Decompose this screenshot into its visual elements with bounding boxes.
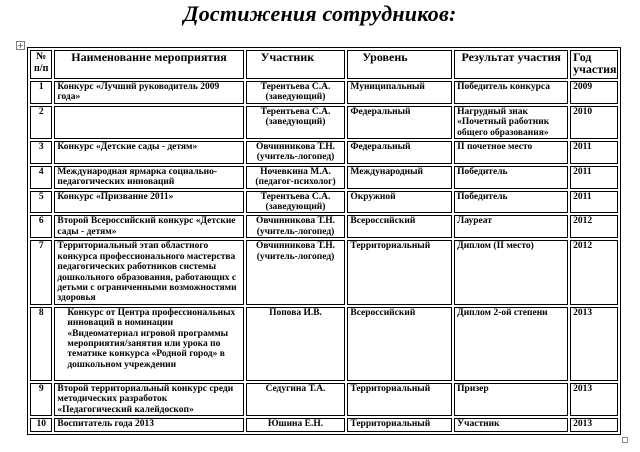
cell-event: Международная ярмарка социально-педагогических инноваций [54,166,243,189]
cell-level: Всероссийский [347,215,452,238]
header-result: Результат участия [454,50,568,79]
cell-result: Участник [454,418,568,432]
cell-year: 2013 [570,383,618,416]
cell-result: Лауреат [454,215,568,238]
cell-level: Муниципальный [347,81,452,104]
cell-num: 8 [30,307,52,381]
cell-year: 2013 [570,418,618,432]
cell-year: 2009 [570,81,618,104]
header-num: № п/п [30,50,52,79]
table-row [30,418,618,432]
table-row [30,191,618,214]
cell-num: 5 [30,191,52,214]
achievements-table [27,47,621,435]
cell-year: 2011 [570,191,618,214]
header-year: Год участия [570,50,618,79]
cell-year: 2011 [570,166,618,189]
cell-num: 10 [30,418,52,432]
cell-year: 2011 [570,141,618,164]
cell-event: Конкурс от Центра профессиональных инноваций в номинации «Видеоматериал игровой программы мероприятия/занятия или урока по тематике конкурса «Родной город» в дошкольном учреждении [54,307,243,381]
cell-result: Нагрудный знак «Почетный работник общего образования» [454,106,568,139]
cell-event: Второй территориальный конкурс среди методических разработок «Педагогический калейдоскоп» [54,383,243,416]
cell-event: Конкурс «Детские сады - детям» [54,141,243,164]
page-title: Достижения сотрудников: [183,1,457,26]
cell-participant: Седугина Т.А. [246,383,346,416]
cell-result: Диплом 2-ой степени [454,307,568,381]
table-row [30,81,618,104]
cell-num: 2 [30,106,52,139]
cell-result: Победитель [454,191,568,214]
cell-event: Конкурс «Призвание 2011» [54,191,243,214]
cell-level: Федеральный [347,106,452,139]
cell-level: Территориальный [347,383,452,416]
cell-result: Диплом (II место) [454,240,568,304]
header-participant: Участник [246,50,346,79]
cell-level: Федеральный [347,141,452,164]
cell-participant: Попова И.В. [246,307,346,381]
table-move-handle-icon[interactable]: + [17,41,24,50]
cell-participant: Юшина Е.Н. [246,418,346,432]
cell-event: Территориальный этап областного конкурса профессионального мастерства педагогических работников системы дошкольного образования, работающих с детьми с ограниченными возможностями здоровья [54,240,243,304]
cell-level: Международный [347,166,452,189]
table-row [30,166,618,189]
cell-participant: Терентьева С.А. (заведующий) [246,191,346,214]
cell-num: 4 [30,166,52,189]
cell-result: II почетное место [454,141,568,164]
table-row [30,383,618,416]
cell-result: Победитель конкурса [454,81,568,104]
cell-level: Территориальный [347,418,452,432]
cell-level: Всероссийский [347,307,452,381]
cell-participant: Терентьева С.А. (заведующий) [246,81,346,104]
cell-event: Воспитатель года 2013 [54,418,243,432]
cell-year: 2010 [570,106,618,139]
table-row [30,240,618,304]
cell-year: 2012 [570,240,618,304]
cell-event: Конкурс «Лучший руководитель 2009 года» [54,81,243,104]
header-event: Наименование мероприятия [54,50,243,79]
table-row [30,307,618,381]
cell-level: Окружной [347,191,452,214]
cell-year: 2013 [570,307,618,381]
table-row [30,141,618,164]
cell-num: 3 [30,141,52,164]
cell-num: 6 [30,215,52,238]
table-row [30,215,618,238]
cell-year: 2012 [570,215,618,238]
header-level: Уровень [347,50,452,79]
table-header-row [30,50,618,79]
cell-participant: Ночевкина М.А. (педагог-психолог) [246,166,346,189]
table-row [30,106,618,139]
cell-result: Победитель [454,166,568,189]
cell-result: Призер [454,383,568,416]
cell-num: 1 [30,81,52,104]
cell-num: 9 [30,383,52,416]
cell-level: Территориальный [347,240,452,304]
cell-participant: Овчинникова Т.Н. (учитель-логопед) [246,240,346,304]
cell-event: Второй Всероссийский конкурс «Детские сады - детям» [54,215,243,238]
cell-participant: Терентьева С.А. (заведующий) [246,106,346,139]
table-resize-handle-icon[interactable] [622,437,628,443]
cell-participant: Овчинникова Т.Н. (учитель-логопед) [246,215,346,238]
cell-participant: Овчинникова Т.Н. (учитель-логопед) [246,141,346,164]
cell-num: 7 [30,240,52,304]
cell-event [54,106,243,139]
